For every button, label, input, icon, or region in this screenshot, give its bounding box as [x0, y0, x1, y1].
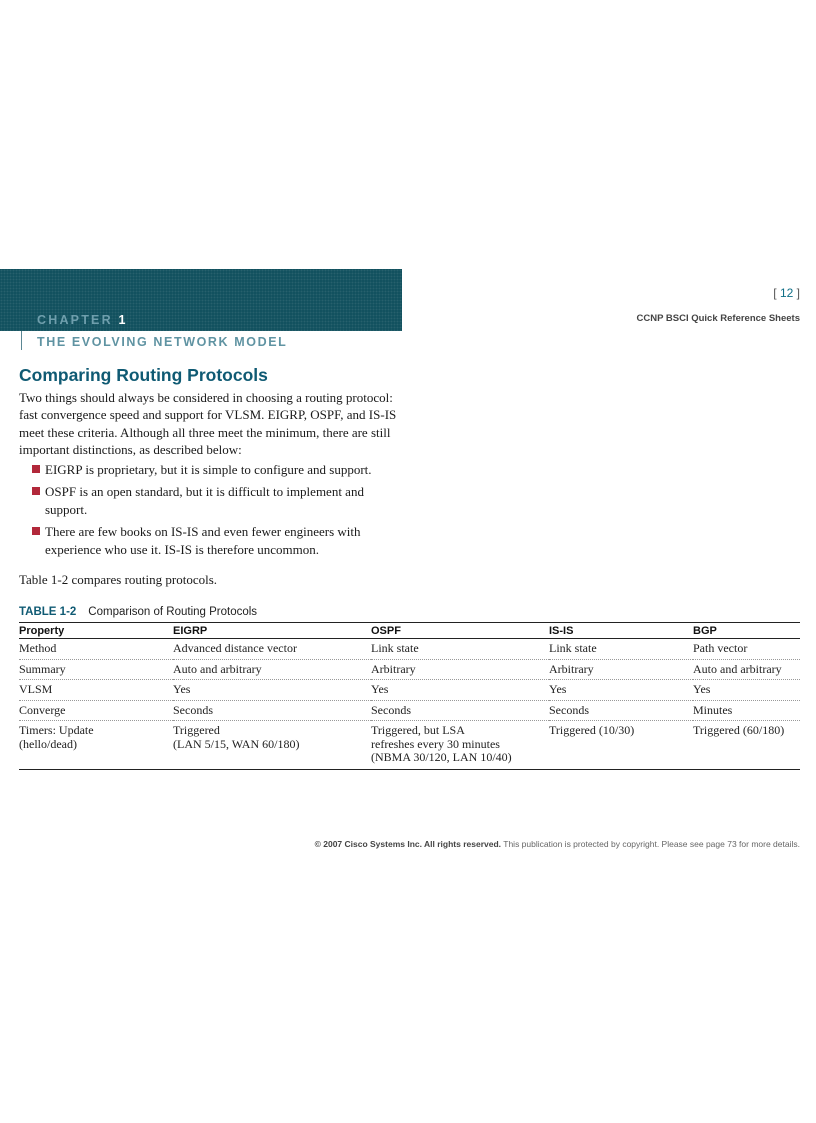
book-title: CCNP BSCI Quick Reference Sheets	[636, 313, 800, 324]
table-row	[19, 680, 800, 701]
table-cell: Yes	[549, 680, 693, 701]
chapter-number: 1	[118, 313, 128, 327]
column-header: OSPF	[371, 623, 549, 639]
comparison-table	[19, 622, 800, 770]
table-row	[19, 659, 800, 680]
table-caption: TABLE 1-2 Comparison of Routing Protocols	[19, 606, 258, 618]
table-cell: Seconds	[173, 700, 371, 721]
table-row	[19, 700, 800, 721]
table-cell: Advanced distance vector	[173, 639, 371, 660]
column-header: IS-IS	[549, 623, 693, 639]
column-header: BGP	[693, 623, 800, 639]
square-bullet-icon	[32, 527, 40, 535]
table-cell: Arbitrary	[371, 659, 549, 680]
table-reference-text: Table 1-2 compares routing protocols.	[19, 572, 218, 587]
square-bullet-icon	[32, 465, 40, 473]
table-cell: Timers: Update (hello/dead)	[19, 723, 94, 751]
table-cell: Link state	[371, 639, 549, 660]
copyright-footer: © 2007 Cisco Systems Inc. All rights reserved. This publication is protected by copyright. Please see page 73 for more details.	[314, 839, 800, 849]
section-title: Comparing Routing Protocols	[19, 365, 268, 385]
table-cell: Triggered (LAN 5/15, WAN 60/180)	[173, 723, 300, 751]
table-cell: Minutes	[693, 700, 800, 721]
table-cell: Path vector	[693, 639, 800, 660]
table-row	[19, 639, 800, 660]
table-cell: VLSM	[19, 680, 173, 701]
table-cell: Yes	[693, 680, 800, 701]
column-header: Property	[19, 623, 173, 639]
table-cell: Triggered, but LSA refreshes every 30 minutes (NBMA 30/120, LAN 10/40)	[371, 723, 512, 764]
table-cell: Arbitrary	[549, 659, 693, 680]
table-cell: Auto and arbitrary	[173, 659, 371, 680]
table-cell: Yes	[371, 680, 549, 701]
column-header: EIGRP	[173, 623, 371, 639]
list-item: There are few books on IS-IS and even fewer engineers with experience who use it. IS-IS is therefore uncommon.	[19, 523, 401, 558]
table-cell: Triggered (60/180)	[693, 723, 785, 737]
table-row	[19, 721, 800, 770]
table-cell: Summary	[19, 659, 173, 680]
table-cell: Link state	[549, 639, 693, 660]
bullet-list	[19, 461, 401, 563]
table-cell: Yes	[173, 680, 371, 701]
square-bullet-icon	[32, 487, 40, 495]
list-item: OSPF is an open standard, but it is difficult to implement and support.	[19, 483, 401, 518]
table-cell: Converge	[19, 700, 173, 721]
list-item: EIGRP is proprietary, but it is simple to configure and support.	[19, 461, 401, 478]
intro-paragraph: Two things should always be considered in choosing a routing protocol: fast convergence speed and support for VLSM. EIGRP, OSPF, and IS-IS meet these criteria. Although all three meet the minimum, there are still important distinctions, as described below:	[19, 390, 397, 458]
table-cell: Method	[19, 639, 173, 660]
table-cell: Seconds	[371, 700, 549, 721]
chapter-divider	[21, 331, 22, 350]
table-label: TABLE 1-2	[19, 606, 77, 618]
table-cell: Seconds	[549, 700, 693, 721]
chapter-title: THE EVOLVING NETWORK MODEL	[37, 335, 288, 349]
table-cell: Auto and arbitrary	[693, 659, 800, 680]
table-cell: Triggered (10/30)	[549, 723, 635, 737]
chapter-label: CHAPTER 1	[37, 313, 128, 327]
table-header-row	[19, 623, 800, 639]
page-number: [ 12 ]	[773, 286, 800, 300]
